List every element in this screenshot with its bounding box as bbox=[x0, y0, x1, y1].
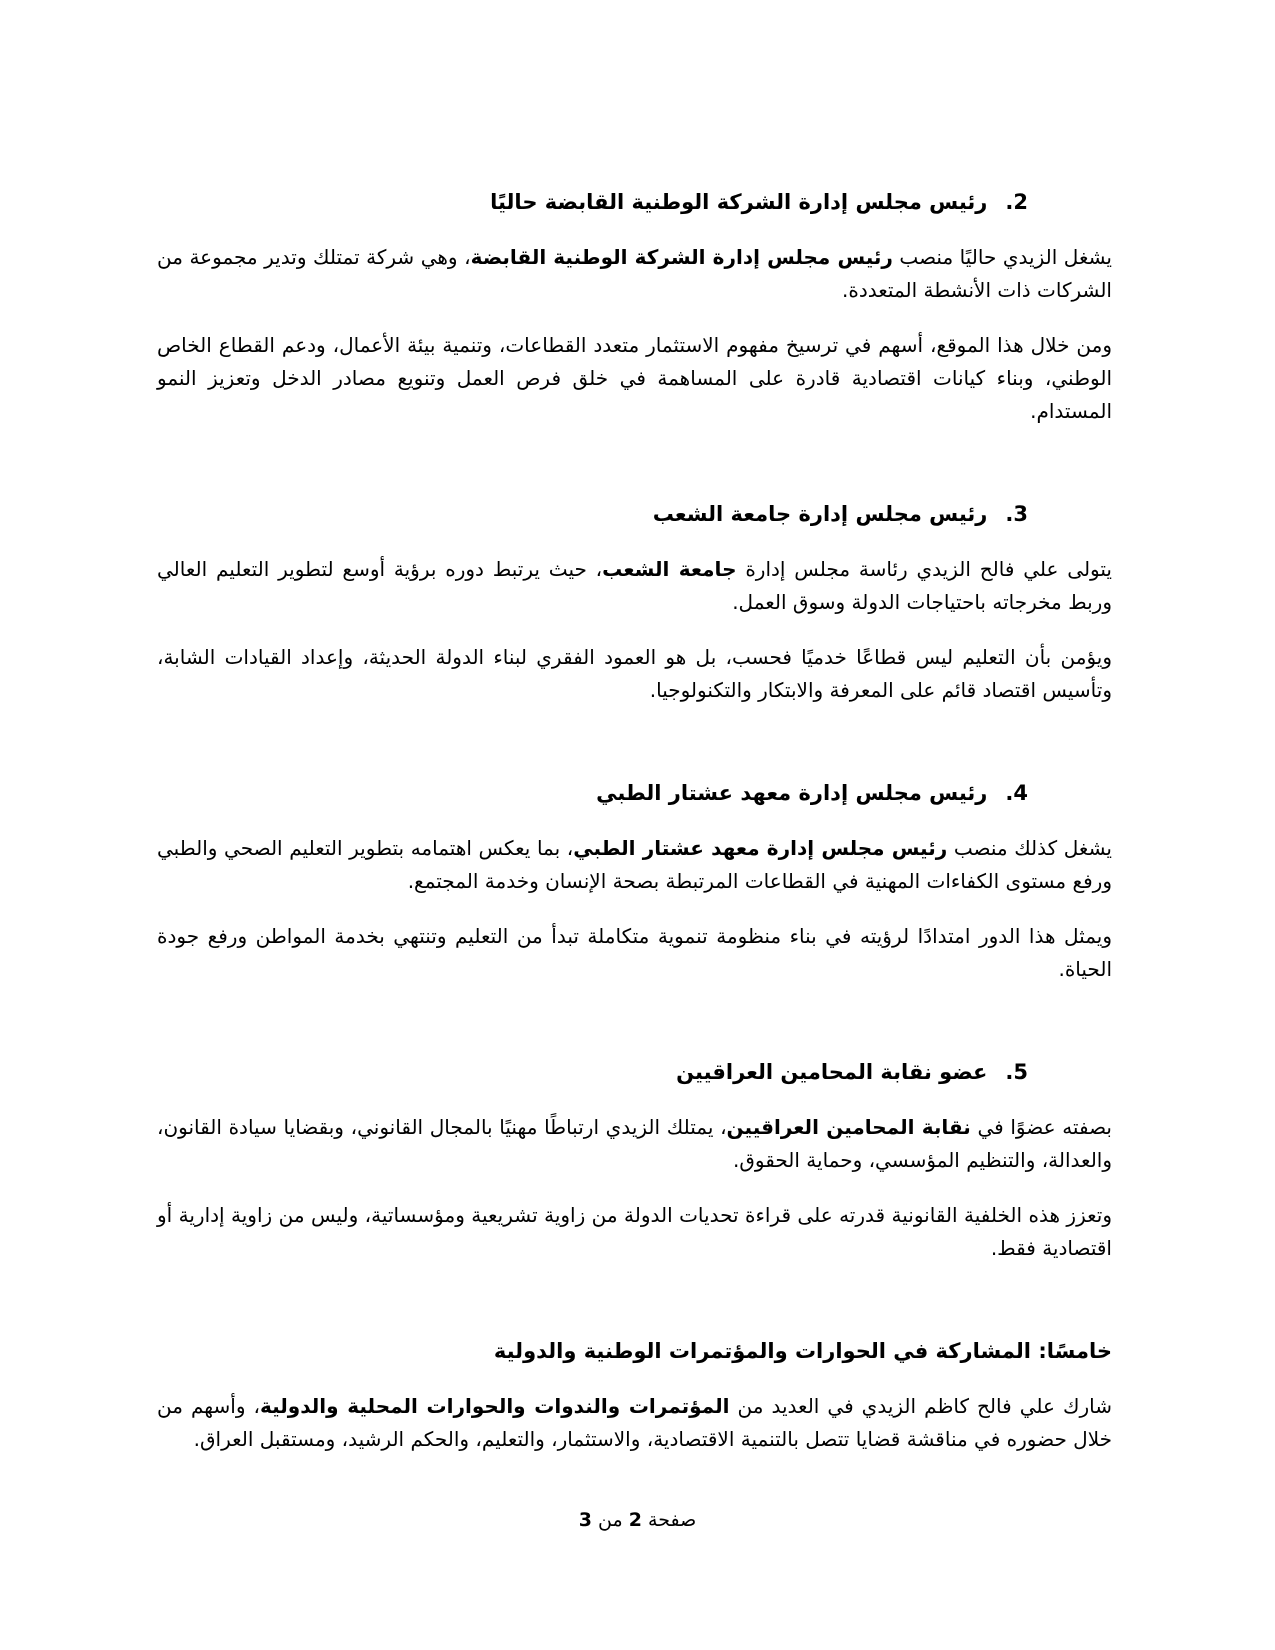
section-heading bbox=[157, 186, 1112, 219]
heading-number: 3. bbox=[1005, 502, 1028, 526]
paragraph: ومن خلال هذا الموقع، أسهم في ترسيخ مفهوم الاستثمار متعدد القطاعات، وتنمية بيئة الأعمال، ودعم القطاع الخاص الوطني، وبناء كيانات اقتصادية قادرة على المساهمة في خلق فرص العمل وتنويع مصادر الدخل وتعزيز النمو المستدام. bbox=[157, 333, 1112, 423]
paragraph: وتعزز هذه الخلفية القانونية قدرته على قراءة تحديات الدولة من زاوية تشريعية ومؤسساتية، وليس من زاوية إدارية أو اقتصادية فقط. bbox=[157, 1203, 1112, 1260]
section-bar-association bbox=[157, 1056, 1112, 1265]
paragraph: ويؤمن بأن التعليم ليس قطاعًا خدميًا فحسب، بل هو العمود الفقري لبناء الدولة الحديثة، وإعداد القيادات الشابة، وتأسيس اقتصاد قائم على المعرفة والابتكار والتكنولوجيا. bbox=[157, 645, 1112, 702]
section-heading bbox=[157, 498, 1112, 531]
paragraph: شارك علي فالح كاظم الزيدي في العديد من المؤتمرات والندوات والحوارات المحلية والدولية، وأسهم من خلال حضوره في مناقشة قضايا تتصل بالتنمية الاقتصادية، والاستثمار، والتعليم، والحكم الرشيد، ومستقبل العراق. bbox=[157, 1394, 1113, 1451]
paragraph: يشغل الزيدي حاليًا منصب رئيس مجلس إدارة الشركة الوطنية القابضة، وهي شركة تمتلك وتدير مجموعة من الشركات ذات الأنشطة المتعددة. bbox=[157, 245, 1112, 302]
heading-title: رئيس مجلس إدارة جامعة الشعب bbox=[652, 502, 988, 526]
section-heading bbox=[157, 1056, 1112, 1089]
paragraph: بصفته عضوًا في نقابة المحامين العراقيين، يمتلك الزيدي ارتباطًا مهنيًا بالمجال القانوني، وبقضايا سيادة القانون، والعدالة، والتنظيم المؤسسي، وحماية الحقوق. bbox=[157, 1115, 1112, 1172]
heading-title: عضو نقابة المحامين العراقيين bbox=[676, 1060, 988, 1084]
heading-title: رئيس مجلس إدارة الشركة الوطنية القابضة حاليًا bbox=[490, 190, 988, 214]
paragraph: ويمثل هذا الدور امتدادًا لرؤيته في بناء منظومة تنموية متكاملة تبدأ من التعليم وتنتهي بخدمة المواطن ورفع جودة الحياة. bbox=[157, 924, 1112, 981]
section-peoples-university bbox=[157, 498, 1112, 707]
section-conferences-participation bbox=[157, 1335, 1112, 1456]
section-ishtar-medical-institute bbox=[157, 777, 1112, 986]
paragraph: يشغل كذلك منصب رئيس مجلس إدارة معهد عشتار الطبي، بما يعكس اهتمامه بتطوير التعليم الصحي والطبي ورفع مستوى الكفاءات المهنية في القطاعات المرتبطة بصحة الإنسان وخدمة المجتمع. bbox=[157, 836, 1112, 893]
paragraph: يتولى علي فالح الزيدي رئاسة مجلس إدارة جامعة الشعب، حيث يرتبط دوره برؤية أوسع لتطوير التعليم العالي وربط مخرجاته باحتياجات الدولة وسوق العمل. bbox=[157, 557, 1112, 614]
heading-number: 2. bbox=[1005, 190, 1028, 214]
page-number-footer: صفحة 2 من 3 bbox=[578, 1509, 697, 1531]
heading-title: المشاركة في الحوارات والمؤتمرات الوطنية والدولية bbox=[493, 1339, 1031, 1363]
section-heading bbox=[157, 1335, 1112, 1368]
section-heading bbox=[157, 777, 1112, 810]
section-national-holding-company bbox=[157, 186, 1112, 428]
heading-number: 5. bbox=[1005, 1060, 1028, 1084]
heading-number: 4. bbox=[1005, 781, 1028, 805]
heading-title: رئيس مجلس إدارة معهد عشتار الطبي bbox=[596, 781, 988, 805]
heading-label: خامسًا: bbox=[1038, 1339, 1112, 1363]
